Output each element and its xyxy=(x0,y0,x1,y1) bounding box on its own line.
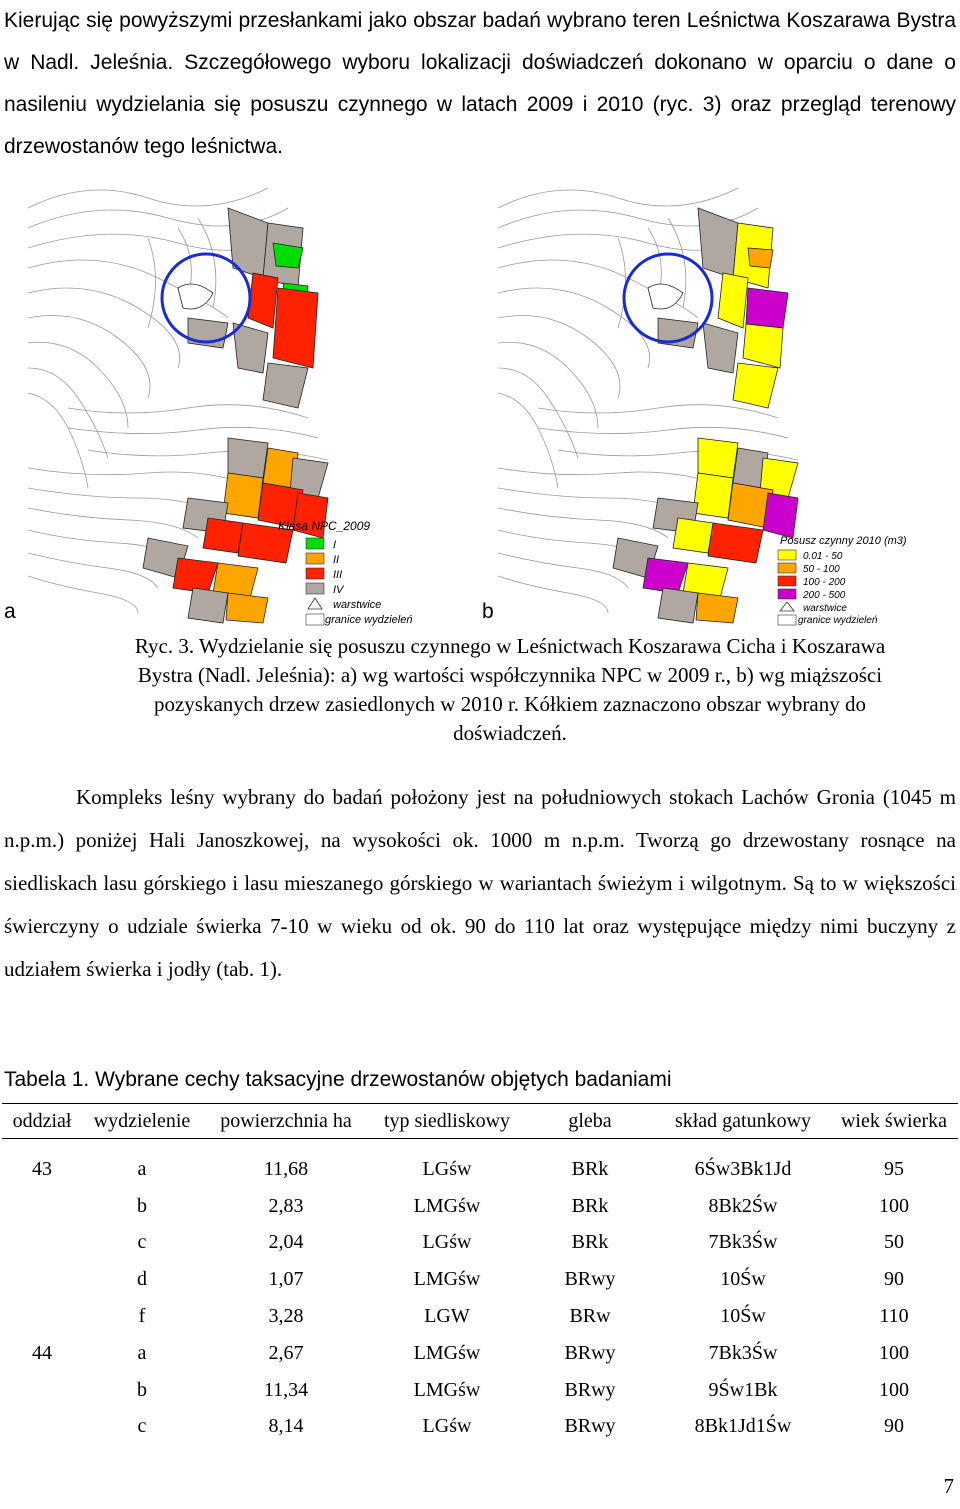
figure-3 xyxy=(0,168,960,633)
cell-wiek: 110 xyxy=(879,1305,909,1328)
cell-wydzielenie: c xyxy=(137,1415,147,1438)
cell-oddzial xyxy=(2,1409,82,1446)
cell-wiek: 100 xyxy=(879,1194,909,1217)
col-header-sklad-gatunkowy: skład gatunkowy xyxy=(656,1104,830,1139)
table-row xyxy=(2,1225,958,1262)
cell-oddzial xyxy=(2,1298,82,1335)
cell-wydzielenie: c xyxy=(137,1231,147,1254)
legend-b xyxy=(778,535,907,626)
panel-letter-b: b xyxy=(482,600,494,623)
table-title: Tabela 1. Wybrane cechy taksacyjne drzewostanów objętych badaniami xyxy=(4,1068,672,1091)
table-row xyxy=(2,1335,958,1372)
col-header-wydzielenie: wydzielenie xyxy=(82,1104,202,1139)
cell-sklad: 10Św xyxy=(720,1268,766,1291)
cell-gleba: BRwy xyxy=(564,1341,616,1364)
cell-wydzielenie: f xyxy=(138,1305,146,1328)
caption-line-1: Ryc. 3. Wydzielanie się posuszu czynnego w Leśnictwach Koszarawa Cicha i Koszarawa xyxy=(134,634,886,658)
cell-gleba: BRwy xyxy=(564,1268,616,1291)
cell-wiek: 90 xyxy=(884,1415,904,1438)
legend-b-label-2: 50 - 100 xyxy=(803,564,840,575)
col-header-powierzchnia: powierzchnia ha xyxy=(202,1104,370,1139)
cell-powierzchnia: 2,83 xyxy=(268,1194,304,1217)
cell-wiek: 100 xyxy=(879,1341,909,1364)
cell-typ: LGśw xyxy=(422,1231,472,1254)
cell-wydzielenie: b xyxy=(137,1194,147,1217)
legend-a-label-5: warstwice xyxy=(333,599,382,611)
cell-wydzielenie: a xyxy=(137,1157,147,1180)
cell-powierzchnia: 3,28 xyxy=(268,1305,304,1328)
cell-gleba: BRw xyxy=(569,1305,611,1328)
cell-wydzielenie: b xyxy=(137,1378,147,1401)
intro-text: Kierując się powyższymi przesłankami jako obszar badań wybrano teren Leśnictwa Koszarawa Bystra w Nadl. Jeleśnia. Szczegółowego wyboru lokalizacji doświadczeń dokonano w oparciu o dane o nasileniu wydzielania się posuszu czynnego w latach 2009 i 2010 (ryc. 3) oraz przegląd terenowy drzewostanów tego leśnictwa. xyxy=(4,9,956,158)
cell-gleba: BRk xyxy=(571,1157,609,1180)
panel-letter-a: a xyxy=(4,600,16,623)
cell-wiek: 50 xyxy=(884,1231,904,1254)
legend-a-label-4: IV xyxy=(333,584,344,596)
legend-a-label-2: II xyxy=(333,554,340,566)
cell-sklad: 7Bk3Św xyxy=(708,1231,778,1254)
legend-a-label-3: III xyxy=(333,569,343,581)
table-row xyxy=(2,1298,958,1335)
legend-b-title: Posusz czynny 2010 (m3) xyxy=(780,535,907,547)
cell-typ: LMGśw xyxy=(413,1378,481,1401)
legend-b-label-4: 200 - 500 xyxy=(803,590,846,601)
stand-characteristics-table xyxy=(2,1103,958,1445)
legend-b-label-3: 100 - 200 xyxy=(803,577,846,588)
cell-sklad: 8Bk2Św xyxy=(708,1194,778,1217)
cell-typ: LGW xyxy=(424,1305,470,1328)
cell-powierzchnia: 8,14 xyxy=(268,1415,304,1438)
cell-powierzchnia: 1,07 xyxy=(268,1268,304,1291)
cell-oddzial xyxy=(2,1261,82,1298)
cell-powierzchnia: 11,68 xyxy=(263,1157,309,1180)
legend-a xyxy=(278,519,412,626)
body-text: Kompleks leśny wybrany do badań położony jest na południowych stokach Lachów Gronia (1045 m n.p.m.) poniżej Hali Janoszkowej, na wysokości ok. 1000 m n.p.m. Tworzą go drzewostany rosnące na siedliskach lasu górskiego i lasu mieszanego górskiego w wariantach świeżym i wilgotnym. Są to w większości świerczyny o udziale świerka 7-10 w wieku od ok. 90 do 110 lat oraz występujące między nimi buczyny z udziałem świerka i jodły (tab. 1). xyxy=(4,785,956,981)
legend-b-label-5: warstwice xyxy=(803,603,847,614)
caption-line-4: doświadczeń. xyxy=(453,721,567,745)
col-header-gleba: gleba xyxy=(524,1104,656,1139)
cell-typ: LGśw xyxy=(422,1157,472,1180)
cell-oddzial xyxy=(2,1372,82,1409)
table-header-row xyxy=(2,1104,958,1139)
cell-sklad: 8Bk1Jd1Św xyxy=(694,1415,792,1438)
col-header-typ-siedliskowy: typ siedliskowy xyxy=(370,1104,524,1139)
cell-wydzielenie: d xyxy=(137,1268,147,1291)
cell-sklad: 9Św1Bk xyxy=(708,1378,778,1401)
cell-gleba: BRk xyxy=(571,1231,609,1254)
cell-gleba: BRk xyxy=(571,1194,609,1217)
table-row xyxy=(2,1188,958,1225)
table-row xyxy=(2,1261,958,1298)
legend-a-title: Klasa NPC_2009 xyxy=(278,519,371,533)
cell-typ: LMGśw xyxy=(413,1341,481,1364)
cell-wiek: 90 xyxy=(884,1268,904,1291)
cell-powierzchnia: 11,34 xyxy=(263,1378,309,1401)
legend-a-label-1: I xyxy=(333,539,337,551)
col-header-wiek-swierka: wiek świerka xyxy=(830,1104,958,1139)
cell-gleba: BRwy xyxy=(564,1378,616,1401)
cell-typ: LMGśw xyxy=(413,1268,481,1291)
table-row xyxy=(2,1372,958,1409)
cell-sklad: 6Św3Bk1Jd xyxy=(694,1157,792,1180)
cell-sklad: 10Św xyxy=(720,1305,766,1328)
cell-sklad: 7Bk3Św xyxy=(708,1341,778,1364)
legend-b-label-1: 0.01 - 50 xyxy=(803,551,843,562)
cell-gleba: BRwy xyxy=(564,1415,616,1438)
cell-typ: LGśw xyxy=(422,1415,472,1438)
cell-oddzial xyxy=(2,1225,82,1262)
cell-oddzial: 43 xyxy=(32,1157,52,1180)
cell-typ: LMGśw xyxy=(413,1194,481,1217)
cell-wiek: 95 xyxy=(884,1157,904,1180)
caption-line-2: Bystra (Nadl. Jeleśnia): a) wg wartości współczynnika NPC w 2009 r., b) wg miąższości xyxy=(137,663,883,687)
map-panel-a xyxy=(28,168,468,628)
cell-oddzial xyxy=(2,1188,82,1225)
cell-powierzchnia: 2,67 xyxy=(268,1341,304,1364)
legend-a-label-6: granice wydzieleń xyxy=(325,614,413,626)
table-row xyxy=(2,1139,958,1188)
legend-b-label-6: granice wydzieleń xyxy=(798,615,878,626)
caption-line-3: pozyskanych drzew zasiedlonych w 2010 r. Kółkiem zaznaczono obszar wybrany do xyxy=(153,692,866,716)
figure-caption xyxy=(70,632,950,748)
intro-paragraph xyxy=(4,0,956,168)
cell-oddzial: 44 xyxy=(32,1341,52,1364)
map-panel-b xyxy=(498,168,938,628)
body-paragraph xyxy=(4,776,956,991)
table-row xyxy=(2,1409,958,1446)
page-number: 7 xyxy=(943,1474,954,1498)
cell-powierzchnia: 2,04 xyxy=(268,1231,304,1254)
cell-wydzielenie: a xyxy=(137,1341,147,1364)
cell-wiek: 100 xyxy=(879,1378,909,1401)
col-header-oddzial: oddział xyxy=(2,1104,82,1139)
